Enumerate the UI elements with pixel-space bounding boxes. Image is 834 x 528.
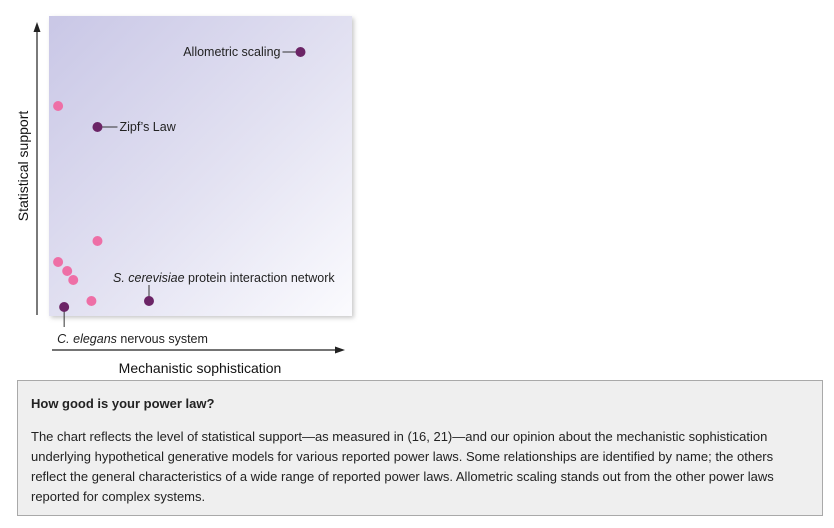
point-label: Zipf’s Law — [119, 120, 176, 134]
named-data-point — [92, 122, 102, 132]
data-point — [68, 275, 78, 285]
data-point — [92, 236, 102, 246]
y-axis-arrow — [34, 22, 41, 32]
caption-text: The chart reflects the level of statistical support—as measured in (16, 21)—and our opinion about the mechanistic sophistication underlying hypothetical generative models for various reported power laws. Some relationships are identified by name; the others reflect the general characteristics of a wide range of reported power laws. Allometric scaling stands out from the other power laws reported for complex systems. — [31, 429, 774, 504]
named-data-point — [295, 47, 305, 57]
x-axis-arrow — [335, 347, 345, 354]
data-point — [62, 266, 72, 276]
x-axis-label: Mechanistic sophistication — [118, 360, 282, 376]
named-data-point — [144, 296, 154, 306]
data-point — [86, 296, 96, 306]
y-axis-label: Statistical support — [15, 110, 31, 222]
point-label: C. elegans nervous system — [57, 332, 208, 346]
caption-box — [17, 380, 823, 516]
data-point — [53, 101, 63, 111]
data-point — [53, 257, 63, 267]
point-label: Allometric scaling — [183, 45, 281, 59]
caption-title: How good is your power law? — [31, 396, 215, 411]
named-data-point — [59, 302, 69, 312]
point-label: S. cerevisiae protein interaction network — [112, 271, 335, 285]
